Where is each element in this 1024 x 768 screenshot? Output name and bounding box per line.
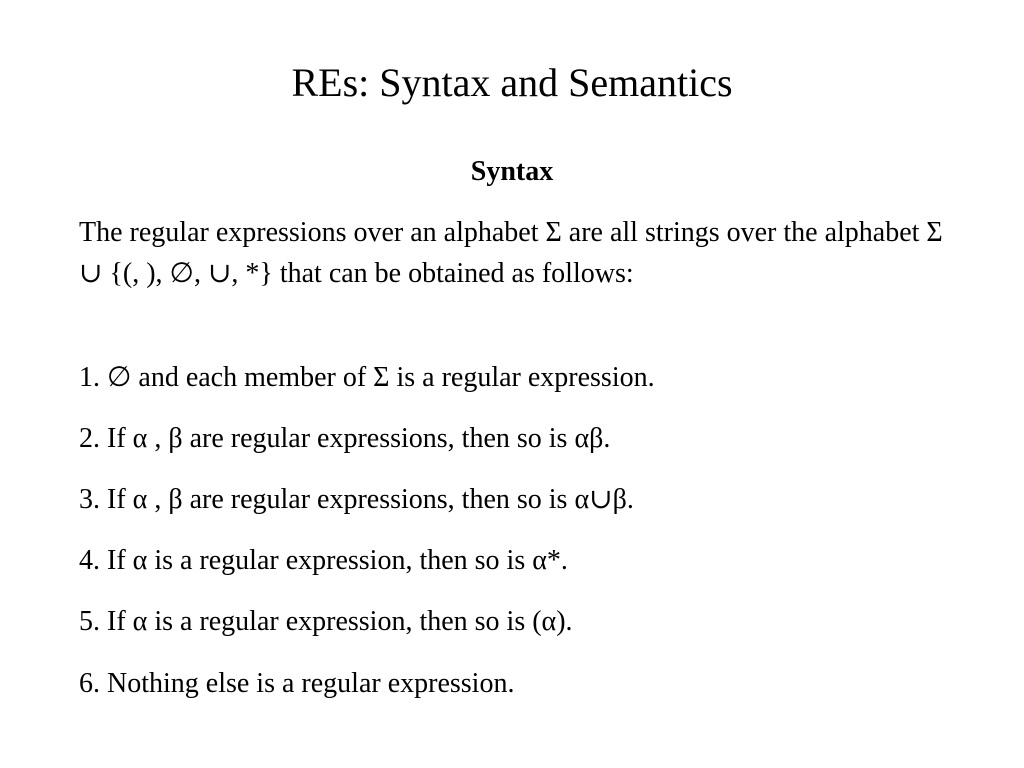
rule-item-6: 6. Nothing else is a regular expression. xyxy=(79,668,515,699)
rule-item-1: 1. ∅ and each member of Σ is a regular expression. xyxy=(79,362,655,393)
rule-item-4: 4. If α is a regular expression, then so is α*. xyxy=(79,545,568,576)
rule-item-2: 2. If α , β are regular expressions, then so is αβ. xyxy=(79,423,611,454)
section-heading-syntax: Syntax xyxy=(470,156,554,187)
rule-item-5: 5. If α is a regular expression, then so is (α). xyxy=(79,606,573,637)
slide-title: REs: Syntax and Semantics xyxy=(291,60,733,105)
intro-paragraph: The regular expressions over an alphabet Σ are all strings over the alphabet Σ ∪ {(, ), ∅, ∪, *} that can be obtained as follows: xyxy=(79,217,943,289)
rule-item-3: 3. If α , β are regular expressions, then so is α∪β. xyxy=(79,484,634,515)
